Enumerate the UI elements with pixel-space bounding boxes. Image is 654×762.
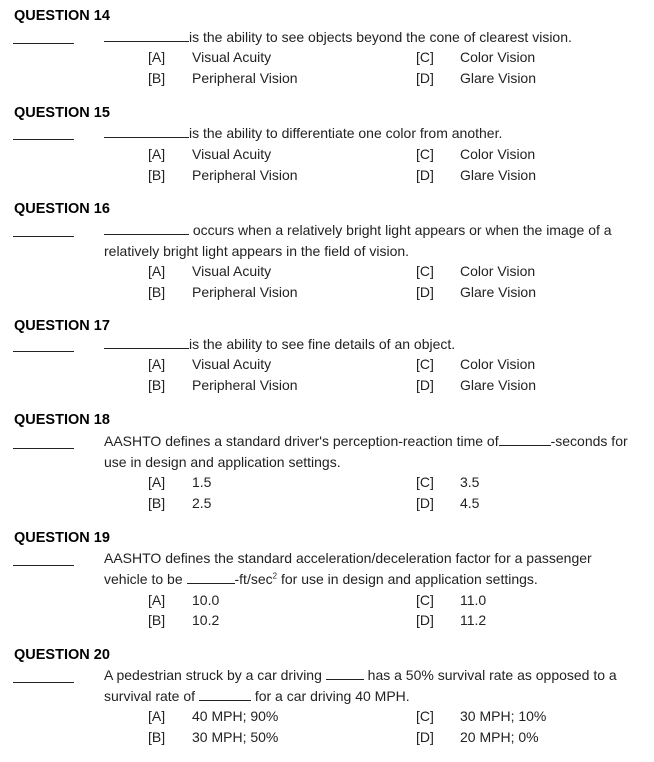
option-c[interactable]: [C] Color Vision	[416, 263, 536, 279]
option-d[interactable]: [D] 11.2	[416, 612, 487, 628]
answer-blank[interactable]	[13, 139, 74, 140]
question-stem: occurs when a relatively bright light appears or when the image of a relatively bright light appears in the field of vision.	[104, 222, 612, 259]
question-title: QUESTION 16	[14, 201, 110, 217]
option-d[interactable]: [D] 4.5	[416, 495, 480, 511]
option-d[interactable]: [D] Glare Vision	[416, 167, 537, 183]
fill-blank	[104, 123, 189, 138]
fill-blank	[104, 334, 189, 349]
question-stem: is the ability to differentiate one color from another.	[104, 123, 652, 144]
answer-blank[interactable]	[13, 565, 74, 566]
option-b[interactable]: [B] Peripheral Vision	[148, 377, 298, 393]
question-stem: AASHTO defines a standard driver's perception-reaction time of -seconds for use in design and application settings.	[104, 433, 628, 470]
option-a[interactable]: [A] Visual Acuity	[148, 49, 272, 65]
option-a[interactable]: [A] 40 MPH; 90%	[148, 708, 279, 724]
option-b[interactable]: [B] 2.5	[148, 495, 212, 511]
option-a[interactable]: [A] Visual Acuity	[148, 263, 272, 279]
answer-blank[interactable]	[13, 43, 74, 44]
question-title: QUESTION 15	[14, 105, 110, 121]
option-d[interactable]: [D] Glare Vision	[416, 70, 537, 86]
option-d[interactable]: [D] Glare Vision	[416, 284, 537, 300]
question-title: QUESTION 19	[14, 530, 110, 546]
answer-blank[interactable]	[13, 351, 74, 352]
option-d[interactable]: [D] 20 MPH; 0%	[416, 729, 539, 745]
fill-blank	[104, 27, 189, 42]
answer-blank[interactable]	[13, 448, 74, 449]
question-title: QUESTION 18	[14, 412, 110, 428]
option-b[interactable]: [B] Peripheral Vision	[148, 70, 298, 86]
option-c[interactable]: [C] Color Vision	[416, 146, 536, 162]
question-stem: A pedestrian struck by a car driving has a 50% survival rate as opposed to a survival rate of for a car driving 40 MPH.	[104, 667, 617, 704]
option-c[interactable]: [C] Color Vision	[416, 49, 536, 65]
option-c[interactable]: [C] 3.5	[416, 474, 480, 490]
option-a[interactable]: [A] Visual Acuity	[148, 356, 272, 372]
fill-blank	[499, 431, 551, 446]
option-c[interactable]: [C] 30 MPH; 10%	[416, 708, 547, 724]
question-stem: AASHTO defines the standard acceleration/deceleration factor for a passenger vehicle to be $-ft/\sec^2$ for use in design and application settings.	[104, 550, 592, 587]
question-stem: is the ability to see fine details of an object.	[104, 334, 652, 355]
option-b[interactable]: [B] Peripheral Vision	[148, 284, 298, 300]
answer-blank[interactable]	[13, 682, 74, 683]
option-d[interactable]: [D] Glare Vision	[416, 377, 537, 393]
fill-blank	[326, 665, 364, 680]
option-c[interactable]: [C] Color Vision	[416, 356, 536, 372]
answer-blank[interactable]	[13, 236, 74, 237]
question-title: QUESTION 17	[14, 318, 110, 334]
option-c[interactable]: [C] 11.0	[416, 592, 487, 608]
option-b[interactable]: [B] 10.2	[148, 612, 220, 628]
option-a[interactable]: [A] Visual Acuity	[148, 146, 272, 162]
option-b[interactable]: [B] Peripheral Vision	[148, 167, 298, 183]
question-title: QUESTION 14	[14, 8, 110, 24]
fill-blank	[199, 686, 251, 701]
option-a[interactable]: [A] 10.0	[148, 592, 220, 608]
question-title: QUESTION 20	[14, 647, 110, 663]
option-b[interactable]: [B] 30 MPH; 50%	[148, 729, 279, 745]
fill-blank	[104, 220, 189, 235]
option-a[interactable]: [A] 1.5	[148, 474, 212, 490]
fill-blank	[187, 569, 235, 584]
question-stem: is the ability to see objects beyond the cone of clearest vision.	[104, 27, 652, 48]
